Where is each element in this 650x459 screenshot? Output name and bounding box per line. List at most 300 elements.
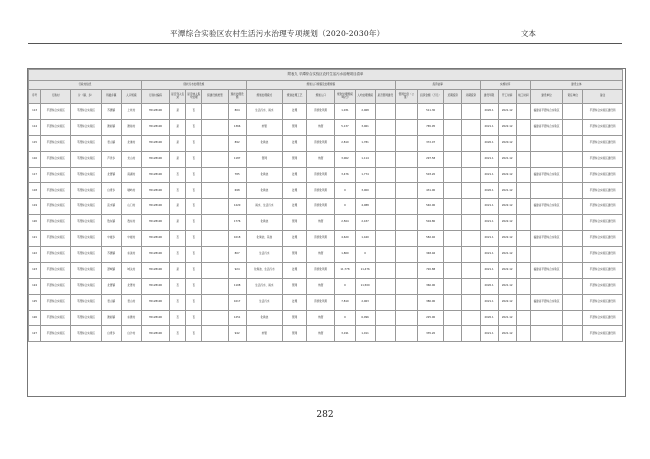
- table-cell: 2021.12: [498, 151, 516, 167]
- table-cell: 塘屿村: [121, 183, 141, 199]
- table-cell: 否: [186, 247, 202, 263]
- table-cell: 平潭综合实验区建设局: [583, 247, 623, 263]
- table-cell: 2020.1: [480, 104, 498, 120]
- table-body: [29, 104, 623, 342]
- column-header: 行政村编码: [141, 90, 169, 104]
- table-cell: 处理: [282, 262, 306, 278]
- table-cell: [395, 135, 417, 151]
- column-header-row: [29, 90, 623, 104]
- table-cell: [444, 310, 462, 326]
- table-cell: [563, 262, 583, 278]
- table-cell: 113: [29, 104, 41, 120]
- table-cell: 北港村: [121, 135, 141, 151]
- table-cell: 管网: [282, 151, 306, 167]
- table-cell: [375, 151, 395, 167]
- table-cell: 福建省平潭综合实验区: [530, 119, 562, 135]
- table-cell: 流水镇: [101, 199, 121, 215]
- table-cell: 处理: [282, 104, 306, 120]
- table-cell: 平潭综合实验区: [71, 247, 101, 263]
- table-row: [29, 262, 623, 278]
- table-cell: 平潭综合实验区建设局: [583, 326, 623, 342]
- table-cell: [375, 199, 395, 215]
- table-cell: 山门村: [121, 199, 141, 215]
- table-cell: 纳管: [246, 119, 282, 135]
- table-cell: 平潭综合实验区: [41, 167, 71, 183]
- table-cell: 平潭综合实验区建设局: [583, 262, 623, 278]
- table-cell: [563, 183, 583, 199]
- table-cell: 平潭综合实验区建设局: [583, 278, 623, 294]
- group-header: 现状污水处理设施: [141, 81, 246, 90]
- table-cell: 处理: [282, 183, 306, 199]
- table-cell: [395, 294, 417, 310]
- table-cell: 892: [228, 135, 246, 151]
- table-cell: 是: [170, 215, 186, 231]
- table-cell: 是: [170, 199, 186, 215]
- table-cell: [462, 326, 480, 342]
- table-cell: 117: [29, 167, 41, 183]
- table-cell: 君山村: [121, 294, 141, 310]
- column-header: 行政村: [41, 90, 71, 104]
- table-cell: 1187: [228, 151, 246, 167]
- table-cell: 否: [170, 183, 186, 199]
- table-cell: 平潭综合实验区: [71, 215, 101, 231]
- table-cell: 资源化利用: [307, 135, 335, 151]
- table-cell: [395, 215, 417, 231]
- table-cell: 1,440: [355, 231, 375, 247]
- table-cell: 否: [186, 119, 202, 135]
- table-cell: 管网: [282, 215, 306, 231]
- table-cell: 2,564: [335, 215, 355, 231]
- table-cell: [202, 215, 228, 231]
- table-cell: 2022.12: [498, 215, 516, 231]
- table-cell: 东澳村: [121, 310, 141, 326]
- table-cell: 35128100: [141, 231, 169, 247]
- table-cell: 平潭综合实验区建设局: [583, 294, 623, 310]
- column-header: 责任单位: [563, 90, 583, 104]
- table-cell: [563, 167, 583, 183]
- table-row: [29, 278, 623, 294]
- table-cell: 管网: [246, 151, 282, 167]
- table-cell: 35128100: [141, 104, 169, 120]
- table-cell: 否: [186, 326, 202, 342]
- table-cell: 924: [228, 262, 246, 278]
- table-cell: 2021.1: [480, 326, 498, 342]
- table-cell: 苏澳镇: [101, 104, 121, 120]
- table-cell: 1,031: [335, 104, 355, 120]
- table-cell: 807: [228, 247, 246, 263]
- table-cell: 平潭综合实验区: [71, 167, 101, 183]
- table-cell: 平潭综合实验区: [71, 326, 101, 342]
- table-cell: 管网: [282, 278, 306, 294]
- table-cell: 2021.1: [480, 231, 498, 247]
- table-cell: 35128100: [141, 326, 169, 342]
- table-cell: 资源化利用: [307, 104, 335, 120]
- table-cell: 生活污水、雨水: [246, 278, 282, 294]
- table-cell: 君山镇: [101, 135, 121, 151]
- table-cell: 114: [29, 119, 41, 135]
- table-cell: [563, 119, 583, 135]
- table-cell: 35128100: [141, 199, 169, 215]
- table-cell: 122: [29, 247, 41, 263]
- table-cell: [444, 199, 462, 215]
- table-cell: 3,062: [335, 151, 355, 167]
- table-cell: 1,011: [355, 326, 375, 342]
- table-cell: [395, 167, 417, 183]
- table-cell: 35128100: [141, 215, 169, 231]
- table-cell: 119: [29, 199, 41, 215]
- table-cell: 2021.12: [498, 326, 516, 342]
- table-cell: 2020.1: [480, 135, 498, 151]
- table-cell: [444, 326, 462, 342]
- table-cell: 化粪池、其他: [246, 231, 282, 247]
- table-cell: 335.20: [418, 326, 444, 342]
- table-cell: 380.00: [418, 294, 444, 310]
- column-header: 片（镇、乡）: [71, 90, 101, 104]
- table-row: [29, 215, 623, 231]
- table-cell: [395, 310, 417, 326]
- table-cell: 中楼乡: [101, 231, 121, 247]
- table-cell: 否: [170, 326, 186, 342]
- table-cell: [462, 167, 480, 183]
- table-cell: 纳管: [307, 215, 335, 231]
- document-type: 文本: [520, 29, 536, 38]
- table-row: [29, 135, 623, 151]
- table-cell: [202, 247, 228, 263]
- table-cell: 福建省平潭综合实验区: [530, 262, 562, 278]
- table-cell: [462, 231, 480, 247]
- table-cell: 澳前镇: [101, 310, 121, 326]
- table-cell: 平潭综合实验区: [41, 135, 71, 151]
- table-cell: 2021.12: [498, 247, 516, 263]
- table-cell: 1017: [228, 294, 246, 310]
- table-row: [29, 294, 623, 310]
- table-cell: 平潭综合实验区: [41, 183, 71, 199]
- table-cell: 平潭综合实验区: [71, 231, 101, 247]
- table-cell: [202, 151, 228, 167]
- table-cell: 698: [228, 183, 246, 199]
- table-cell: [375, 231, 395, 247]
- table-cell: 2020.1: [480, 183, 498, 199]
- table-cell: 115: [29, 135, 41, 151]
- table-cell: 平潭综合实验区: [41, 262, 71, 278]
- table-cell: 北厝镇: [101, 167, 121, 183]
- table-cell: [516, 167, 530, 183]
- table-cell: 1018: [228, 231, 246, 247]
- table-cell: 540.00: [418, 199, 444, 215]
- table-cell: 1,774: [355, 167, 375, 183]
- table-cell: [375, 104, 395, 120]
- table-cell: 纳管: [307, 247, 335, 263]
- table-cell: 118: [29, 183, 41, 199]
- table-cell: 804: [228, 104, 246, 120]
- table-row: [29, 247, 623, 263]
- table-cell: 福建省平潭综合实验区: [530, 231, 562, 247]
- table-cell: 平潭综合实验区: [41, 119, 71, 135]
- table-cell: [375, 167, 395, 183]
- table-cell: 否: [186, 167, 202, 183]
- table-cell: 平潭综合实验区建设局: [583, 151, 623, 167]
- table-cell: 0: [335, 199, 355, 215]
- table-cell: 1776: [228, 215, 246, 231]
- table-cell: 297.58: [418, 151, 444, 167]
- column-header: 人均处理规模: [355, 90, 375, 104]
- table-cell: 35128100: [141, 278, 169, 294]
- header-rule: [28, 43, 622, 44]
- table-cell: [202, 278, 228, 294]
- table-cell: 360.00: [418, 278, 444, 294]
- table-cell: 白青乡: [101, 183, 121, 199]
- table-row: [29, 199, 623, 215]
- table-cell: 平潭综合实验区建设局: [583, 183, 623, 199]
- table-cell: [444, 231, 462, 247]
- table-cell: 2021.12: [498, 278, 516, 294]
- column-header: 建设单位: [530, 90, 562, 104]
- table-cell: [516, 294, 530, 310]
- table-cell: 126: [29, 310, 41, 326]
- table-cell: 3,061: [355, 119, 375, 135]
- table-cell: 北厝镇: [101, 278, 121, 294]
- table-cell: 431.00: [418, 183, 444, 199]
- table-cell: 福建省平潭综合实验区: [530, 167, 562, 183]
- table-cell: 2020.1: [480, 278, 498, 294]
- table-cell: [395, 199, 417, 215]
- table-cell: [516, 151, 530, 167]
- table-cell: 生活污水: [246, 247, 282, 263]
- table-cell: 2021.1: [480, 215, 498, 231]
- table-cell: [395, 183, 417, 199]
- table-cell: 生活污水: [246, 294, 282, 310]
- group-header: 规划人口规模及处理规模: [246, 81, 395, 90]
- table-cell: 116: [29, 151, 41, 167]
- table-cell: 35128100: [141, 167, 169, 183]
- table-cell: 否: [170, 247, 186, 263]
- column-header: 规划人口: [307, 90, 335, 104]
- table-cell: 敖东镇: [101, 215, 121, 231]
- table-cell: [202, 135, 228, 151]
- table-cell: 资源化利用: [307, 294, 335, 310]
- table-cell: 0: [335, 310, 355, 326]
- table-cell: 否: [186, 215, 202, 231]
- table-cell: 平潭综合实验区建设局: [583, 104, 623, 120]
- table-cell: 1366: [228, 119, 246, 135]
- table-cell: [563, 247, 583, 263]
- table-cell: [444, 119, 462, 135]
- table-cell: 35128100: [141, 135, 169, 151]
- table-cell: 127: [29, 326, 41, 342]
- table-cell: 福建省平潭综合实验区: [530, 199, 562, 215]
- table-row: [29, 183, 623, 199]
- table-cell: [462, 294, 480, 310]
- table-cell: [375, 310, 395, 326]
- table-cell: [563, 231, 583, 247]
- table-cell: 否: [170, 167, 186, 183]
- table-cell: 35128100: [141, 310, 169, 326]
- table-cell: 是: [170, 135, 186, 151]
- table-cell: [530, 278, 562, 294]
- table-cell: 纳管: [307, 278, 335, 294]
- table-cell: 平潭综合实验区: [71, 294, 101, 310]
- table-cell: [563, 104, 583, 120]
- table-cell: 上坑村: [121, 104, 141, 120]
- table-cell: 2022.12: [498, 262, 516, 278]
- table-cell: 942: [228, 326, 246, 342]
- table-cell: 处理: [282, 167, 306, 183]
- table-cell: 纳管: [246, 326, 282, 342]
- column-header: 竣工时间: [516, 90, 530, 104]
- table-cell: [444, 215, 462, 231]
- column-header: 是否列入名录: [170, 90, 186, 104]
- table-cell: 35128100: [141, 262, 169, 278]
- table-cell: 785: [228, 167, 246, 183]
- table-cell: 否: [186, 310, 202, 326]
- group-header: 行政村信息: [29, 81, 142, 90]
- table-cell: [444, 151, 462, 167]
- table-cell: 123: [29, 262, 41, 278]
- table-cell: [202, 104, 228, 120]
- table-cell: [395, 278, 417, 294]
- table-cell: 2021.1: [480, 119, 498, 135]
- table-cell: 0: [335, 278, 355, 294]
- column-header: 拟建设施类型: [202, 90, 228, 104]
- table-cell: 南湖村: [121, 167, 141, 183]
- table-cell: 2020.12: [498, 135, 516, 151]
- table-cell: [516, 262, 530, 278]
- table-cell: 120: [29, 215, 41, 231]
- column-header: 开工时间: [498, 90, 516, 104]
- table-cell: 白青乡: [101, 326, 121, 342]
- table-cell: 35128100: [141, 151, 169, 167]
- table-cell: 1251: [228, 310, 246, 326]
- table-cell: [395, 151, 417, 167]
- table-cell: 是: [170, 151, 186, 167]
- table-cell: 2021.1: [480, 247, 498, 263]
- column-header: 建设年限: [480, 90, 498, 104]
- table-cell: 平潭综合实验区: [41, 326, 71, 342]
- table-cell: 纳管: [307, 310, 335, 326]
- table-cell: 纳管: [307, 151, 335, 167]
- table-cell: [530, 215, 562, 231]
- table-cell: 否: [186, 199, 202, 215]
- table-cell: 否: [186, 183, 202, 199]
- table-cell: [375, 262, 395, 278]
- table-cell: 2,063: [355, 294, 375, 310]
- table-cell: 否: [186, 151, 202, 167]
- table-cell: 东美村: [121, 247, 141, 263]
- table-cell: 管网: [282, 247, 306, 263]
- table-cell: 否: [170, 231, 186, 247]
- table-cell: 平潭综合实验区: [71, 183, 101, 199]
- table-cell: 平潭综合实验区: [41, 247, 71, 263]
- table-cell: [444, 135, 462, 151]
- table-cell: 否: [186, 104, 202, 120]
- table-cell: [462, 199, 480, 215]
- table-cell: 平潭综合实验区: [71, 119, 101, 135]
- table-cell: [563, 215, 583, 231]
- table-cell: 平潭综合实验区建设局: [583, 119, 623, 135]
- table-cell: 是: [170, 262, 186, 278]
- table-cell: 3,000: [355, 183, 375, 199]
- table-cell: 2021.1: [480, 199, 498, 215]
- page-number: 282: [316, 410, 334, 420]
- running-header: [28, 22, 622, 44]
- table-cell: 纳管: [307, 119, 335, 135]
- table-cell: [375, 294, 395, 310]
- table-cell: [516, 183, 530, 199]
- table-row: [29, 104, 623, 120]
- table-cell: 平潭综合实验区: [41, 104, 71, 120]
- table-cell: 2021.12: [498, 183, 516, 199]
- table-cell: [462, 119, 480, 135]
- table-cell: [375, 215, 395, 231]
- table-cell: 1108: [228, 278, 246, 294]
- table-cell: [462, 247, 480, 263]
- table-cell: [375, 278, 395, 294]
- table-cell: 2022.12: [498, 199, 516, 215]
- table-cell: 是: [170, 119, 186, 135]
- table-row: [29, 119, 623, 135]
- table-cell: 资源化利用: [307, 167, 335, 183]
- table-cell: 1,781: [355, 135, 375, 151]
- table-cell: 平潭综合实验区建设局: [583, 199, 623, 215]
- table-cell: [395, 104, 417, 120]
- table-cell: 资源化利用: [307, 183, 335, 199]
- table-cell: [375, 135, 395, 151]
- table-cell: [202, 119, 228, 135]
- table-cell: 11,500: [355, 278, 375, 294]
- table-cell: 1,800: [335, 247, 355, 263]
- table-cell: 平潭综合实验区建设局: [583, 231, 623, 247]
- table-cell: 白沙村: [121, 326, 141, 342]
- group-header: 投资估算: [395, 81, 480, 90]
- table-cell: 6,096: [355, 310, 375, 326]
- table-cell: 2022.12: [498, 167, 516, 183]
- table-cell: [395, 262, 417, 278]
- column-header: 是否管网建设: [375, 90, 395, 104]
- table-cell: 否: [186, 278, 202, 294]
- table-cell: 管网: [282, 310, 306, 326]
- table-cell: 11,778: [335, 262, 355, 278]
- table-cell: [516, 215, 530, 231]
- table-cell: 雨水、生活污水: [246, 199, 282, 215]
- column-header: 管网长度（公里）: [395, 90, 417, 104]
- table-cell: 潭城镇: [101, 262, 121, 278]
- table-cell: 敖东村: [121, 215, 141, 231]
- table-cell: [563, 294, 583, 310]
- table-cell: 225.00: [418, 310, 444, 326]
- table-cell: 11,476: [355, 262, 375, 278]
- table-cell: 2021.1: [480, 167, 498, 183]
- table-cell: 7,810: [335, 294, 355, 310]
- table-cell: 资源化利用: [307, 262, 335, 278]
- table-cell: 澳前村: [121, 119, 141, 135]
- table-cell: 平潭综合实验区: [71, 199, 101, 215]
- table-cell: 平潭综合实验区: [41, 199, 71, 215]
- table-cell: [530, 326, 562, 342]
- table-caption: 附表九 平潭综合实验区农村生活污水治理项目清单: [29, 70, 623, 81]
- table-cell: 2,068: [355, 104, 375, 120]
- table-cell: [462, 135, 480, 151]
- table-cell: [444, 278, 462, 294]
- table-cell: 35128100: [141, 247, 169, 263]
- table-cell: 否: [170, 294, 186, 310]
- table-cell: 处理: [282, 231, 306, 247]
- table-cell: [516, 104, 530, 120]
- table-cell: [462, 151, 480, 167]
- table-cell: 化粪池: [246, 167, 282, 183]
- table-cell: [462, 262, 480, 278]
- table-cell: 化粪池: [246, 135, 282, 151]
- table-cell: [375, 119, 395, 135]
